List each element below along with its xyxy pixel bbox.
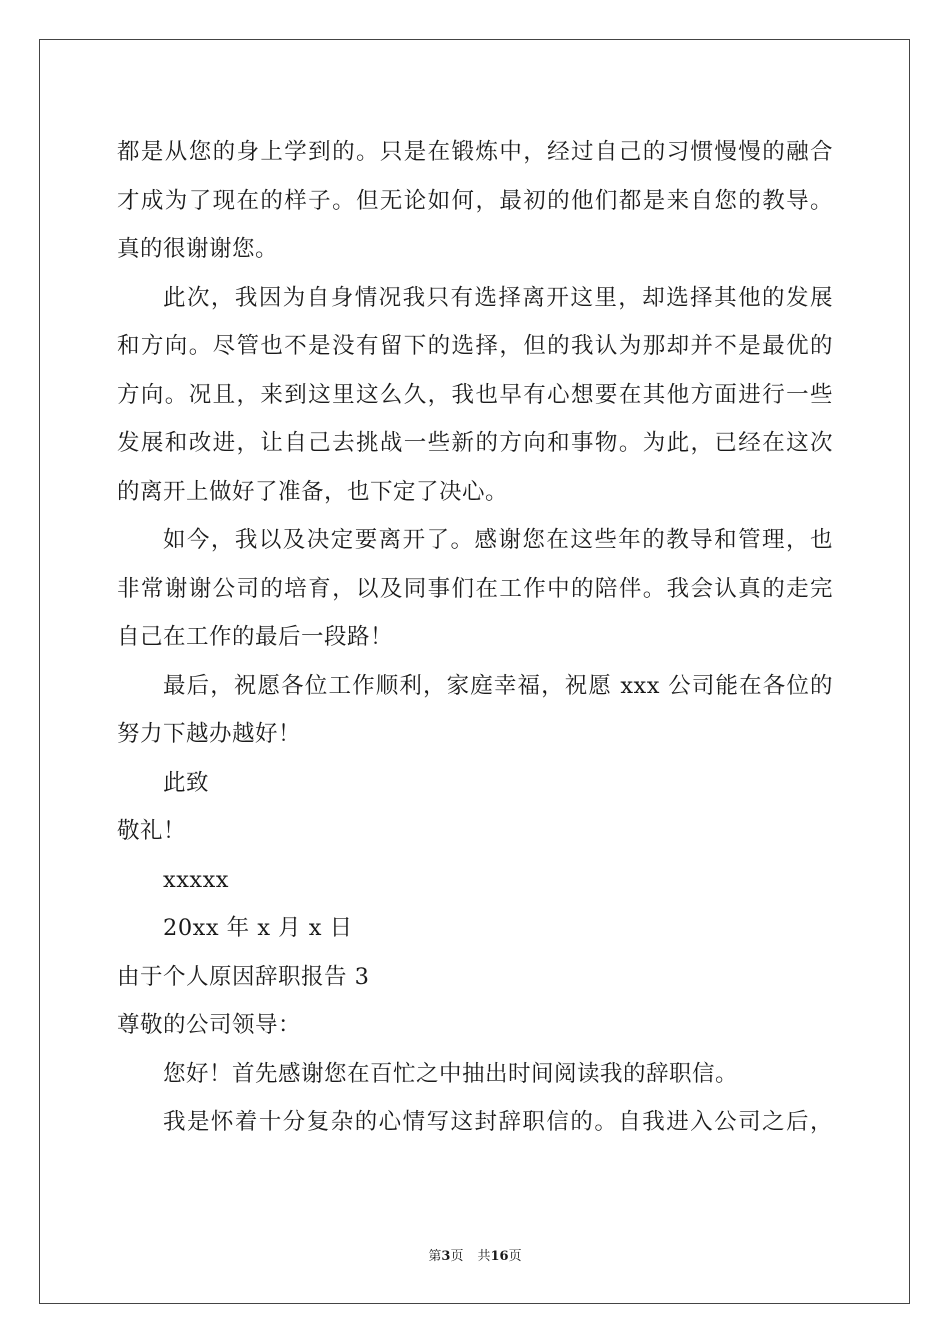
signature-date: 20xx 年 x 月 x 日 (163, 915, 353, 941)
paragraph-line: 最后，祝愿各位工作顺利，家庭幸福，祝愿 xxx 公司能在各位的 (163, 672, 833, 699)
total-prefix: 共 (477, 1249, 491, 1264)
signature-name: xxxxx (163, 866, 229, 893)
closing-regards: 敬礼！ (117, 818, 187, 844)
paragraph-line: 真的很谢谢您。 (117, 236, 279, 262)
page-suffix: 页 (450, 1249, 464, 1264)
document-body (117, 128, 833, 1147)
paragraph-line: 和方向。尽管也不是没有留下的选择，但的我认为那却并不是最优的 (117, 333, 833, 359)
page-prefix: 第 (428, 1249, 442, 1264)
page-footer (0, 1247, 950, 1267)
paragraph-line: 您好！首先感谢您在百忙之中抽出时间阅读我的辞职信。 (163, 1060, 739, 1087)
paragraph-line: 方向。况且，来到这里这么久，我也早有心想要在其他方面进行一些 (117, 381, 833, 408)
page-number: 3 (441, 1249, 451, 1264)
paragraph-line: 此次，我因为自身情况我只有选择离开这里，却选择其他的发展 (163, 284, 833, 311)
total-suffix: 页 (508, 1249, 522, 1264)
closing-salutation: 此致 (163, 769, 210, 796)
paragraph-line: 都是从您的身上学到的。只是在锻炼中，经过自己的习惯慢慢的融合 (117, 139, 833, 165)
paragraph-line: 努力下越办越好！ (117, 721, 302, 747)
paragraph-line: 我是怀着十分复杂的心情写这封辞职信的。自我进入公司之后， (163, 1109, 833, 1135)
paragraph-line: 的离开上做好了准备，也下定了决心。 (117, 478, 509, 505)
letter-salutation: 尊敬的公司领导： (117, 1012, 302, 1038)
total-pages: 16 (490, 1249, 509, 1264)
paragraph-line: 自己在工作的最后一段路！ (117, 624, 394, 650)
paragraph-line: 才成为了现在的样子。但无论如何，最初的他们都是来自您的教导。 (117, 187, 833, 214)
section-title: 由于个人原因辞职报告 3 (117, 963, 370, 990)
paragraph-line: 非常谢谢公司的培育，以及同事们在工作中的陪伴。我会认真的走完 (117, 575, 833, 602)
paragraph-line: 如今，我以及决定要离开了。感谢您在这些年的教导和管理，也 (163, 527, 833, 553)
paragraph-line: 发展和改进，让自己去挑战一些新的方向和事物。为此，已经在这次 (117, 430, 833, 456)
